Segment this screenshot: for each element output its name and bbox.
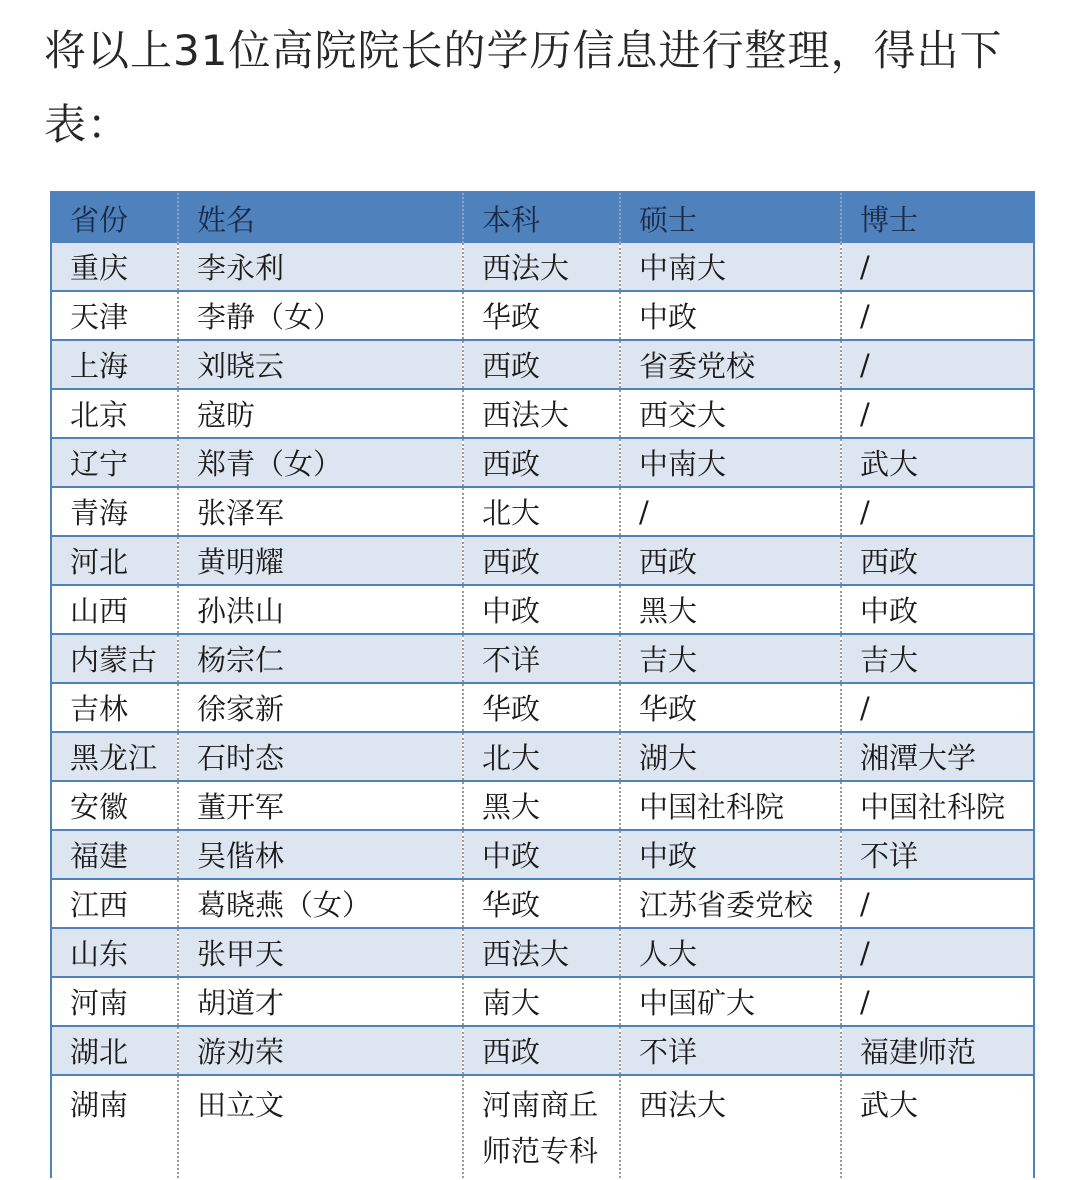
cell-bachelor: 河南商丘师范专科 <box>463 1075 620 1178</box>
cell-name: 董开军 <box>178 781 463 830</box>
cell-name: 杨宗仁 <box>178 634 463 683</box>
cell-bachelor: 西政 <box>463 1026 620 1075</box>
cell-name: 胡道才 <box>178 977 463 1026</box>
cell-doctorate: / <box>841 928 1034 977</box>
intro-paragraph: 将以上31位高院院长的学历信息进行整理，得出下表： <box>44 26 1003 149</box>
cell-doctorate: / <box>841 243 1034 291</box>
cell-name: 孙洪山 <box>178 585 463 634</box>
cell-doctorate: 西政 <box>841 536 1034 585</box>
cell-doctorate: / <box>841 879 1034 928</box>
cell-master: 江苏省委党校 <box>620 879 841 928</box>
cell-doctorate: 武大 <box>841 438 1034 487</box>
cell-bachelor: 华政 <box>463 879 620 928</box>
cell-doctorate: 吉大 <box>841 634 1034 683</box>
cell-province: 湖北 <box>51 1026 178 1075</box>
table-row <box>51 340 1034 389</box>
cell-province: 江西 <box>51 879 178 928</box>
cell-province: 天津 <box>51 291 178 340</box>
cell-doctorate: / <box>841 683 1034 732</box>
cell-bachelor: 北大 <box>463 732 620 781</box>
table-row <box>51 389 1034 438</box>
cell-master: 中国社科院 <box>620 781 841 830</box>
cell-bachelor: 西政 <box>463 438 620 487</box>
cell-name: 李永利 <box>178 243 463 291</box>
cell-name: 刘晓云 <box>178 340 463 389</box>
header-doctorate: 博士 <box>841 192 1034 243</box>
header-province: 省份 <box>51 192 178 243</box>
header-bachelor: 本科 <box>463 192 620 243</box>
cell-doctorate: / <box>841 389 1034 438</box>
table-row <box>51 634 1034 683</box>
cell-bachelor: 南大 <box>463 977 620 1026</box>
cell-province: 福建 <box>51 830 178 879</box>
cell-name: 徐家新 <box>178 683 463 732</box>
cell-bachelor: 华政 <box>463 683 620 732</box>
cell-province: 重庆 <box>51 243 178 291</box>
cell-province: 北京 <box>51 389 178 438</box>
table-row <box>51 879 1034 928</box>
cell-bachelor: 黑大 <box>463 781 620 830</box>
cell-province: 辽宁 <box>51 438 178 487</box>
cell-doctorate: 武大 <box>841 1075 1034 1178</box>
cell-master: 中政 <box>620 830 841 879</box>
cell-province: 青海 <box>51 487 178 536</box>
cell-province: 黑龙江 <box>51 732 178 781</box>
cell-province: 山西 <box>51 585 178 634</box>
cell-master: / <box>620 487 841 536</box>
cell-doctorate: 中国社科院 <box>841 781 1034 830</box>
cell-master: 西法大 <box>620 1075 841 1178</box>
cell-province: 湖南 <box>51 1075 178 1178</box>
cell-master: 中南大 <box>620 243 841 291</box>
cell-master: 黑大 <box>620 585 841 634</box>
cell-bachelor: 华政 <box>463 291 620 340</box>
table-row <box>51 683 1034 732</box>
cell-master: 中政 <box>620 291 841 340</box>
cell-province: 河北 <box>51 536 178 585</box>
cell-province: 河南 <box>51 977 178 1026</box>
table-row <box>51 487 1034 536</box>
cell-doctorate: / <box>841 340 1034 389</box>
cell-name: 郑青（女） <box>178 438 463 487</box>
table-row <box>51 243 1034 291</box>
cell-doctorate: 湘潭大学 <box>841 732 1034 781</box>
cell-name: 张甲天 <box>178 928 463 977</box>
cell-name: 黄明耀 <box>178 536 463 585</box>
cell-province: 山东 <box>51 928 178 977</box>
cell-bachelor: 中政 <box>463 830 620 879</box>
cell-name: 游劝荣 <box>178 1026 463 1075</box>
cell-name: 李静（女） <box>178 291 463 340</box>
cell-master: 不详 <box>620 1026 841 1075</box>
table-row <box>51 291 1034 340</box>
cell-name: 葛晓燕（女） <box>178 879 463 928</box>
cell-master: 华政 <box>620 683 841 732</box>
cell-province: 上海 <box>51 340 178 389</box>
cell-bachelor: 西法大 <box>463 243 620 291</box>
cell-bachelor: 中政 <box>463 585 620 634</box>
cell-master: 吉大 <box>620 634 841 683</box>
cell-bachelor: 不详 <box>463 634 620 683</box>
table-header-row <box>51 192 1034 243</box>
cell-doctorate: / <box>841 977 1034 1026</box>
table-row <box>51 536 1034 585</box>
education-table-container <box>50 191 1033 1178</box>
table-row <box>51 928 1034 977</box>
cell-doctorate: / <box>841 291 1034 340</box>
cell-master: 西政 <box>620 536 841 585</box>
table-row <box>51 830 1034 879</box>
cell-name: 石时态 <box>178 732 463 781</box>
cell-master: 西交大 <box>620 389 841 438</box>
header-name: 姓名 <box>178 192 463 243</box>
cell-bachelor: 北大 <box>463 487 620 536</box>
cell-province: 安徽 <box>51 781 178 830</box>
cell-name: 田立文 <box>178 1075 463 1178</box>
cell-doctorate: 不详 <box>841 830 1034 879</box>
cell-bachelor: 西法大 <box>463 389 620 438</box>
cell-doctorate: / <box>841 487 1034 536</box>
table-row <box>51 781 1034 830</box>
cell-bachelor: 西法大 <box>463 928 620 977</box>
cell-master: 湖大 <box>620 732 841 781</box>
cell-master: 省委党校 <box>620 340 841 389</box>
cell-province: 吉林 <box>51 683 178 732</box>
education-table <box>50 191 1035 1178</box>
table-row <box>51 732 1034 781</box>
table-row <box>51 977 1034 1026</box>
cell-name: 张泽军 <box>178 487 463 536</box>
cell-bachelor: 西政 <box>463 536 620 585</box>
table-row <box>51 438 1034 487</box>
header-master: 硕士 <box>620 192 841 243</box>
table-row <box>51 1075 1034 1178</box>
table-row <box>51 1026 1034 1075</box>
cell-master: 人大 <box>620 928 841 977</box>
cell-doctorate: 福建师范 <box>841 1026 1034 1075</box>
cell-bachelor: 西政 <box>463 340 620 389</box>
cell-province: 内蒙古 <box>51 634 178 683</box>
cell-master: 中南大 <box>620 438 841 487</box>
cell-master: 中国矿大 <box>620 977 841 1026</box>
table-row <box>51 585 1034 634</box>
cell-name: 吴偕林 <box>178 830 463 879</box>
cell-doctorate: 中政 <box>841 585 1034 634</box>
cell-name: 寇昉 <box>178 389 463 438</box>
